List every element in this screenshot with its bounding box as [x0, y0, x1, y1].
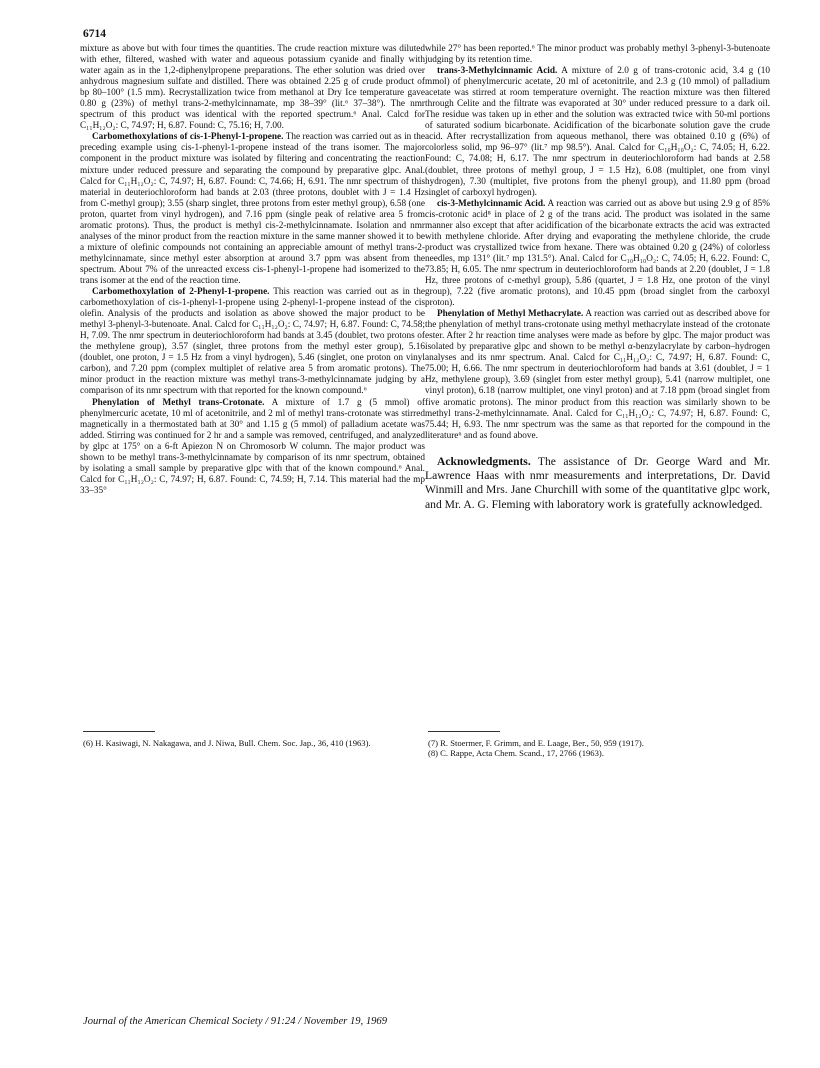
section-heading-cis-phenylpropene: Carbomethoxylations of cis-1-Phenyl-1-propene.: [92, 132, 284, 143]
section-heading-2-phenylpropene: Carbomethoxylation of 2-Phenyl-1-propene.: [92, 287, 270, 298]
journal-footer: Journal of the American Chemical Society / 91:24 / November 19, 1969: [83, 1016, 388, 1027]
paragraph-continued-reported: while 27° has been reported.⁶ The minor product was probably methyl 3-phenyl-3-butenoate judging by its retention time.: [425, 44, 770, 66]
section-heading-phenylation-crotonate: Phenylation of Methyl trans-Crotonate.: [92, 397, 265, 408]
paragraph-text: The reaction was carried out as in the preceding example using cis-1-phenyl-1-propene instead of the trans isomer. The major component in the product mixture was isolated by filtering and concentrating the reaction mixture under reduced pressure and separating the compound by preparative glpc. Anal. Calcd for C₁₁H₁₂O₂: C, 74.97; H, 6.87. Found: C, 74.66; H, 6.91. The nmr spectrum of this material in deuteriochloroform had bands at 2.03 (three protons, doublet with J = 1.4 Hz from C-methyl group); 3.55 (sharp singlet, three protons from ester methyl group), 6.58 (one proton, quartet from vinyl hydrogen), and 7.16 ppm (single peak of relative area 5 from aromatic protons). Thus, the product is methyl cis-2-methylcinnamate. Isolation and nmr analyses of the minor product from the reaction mixture in the same manner showed it to be a mixture of olefinic compounds not containing an appreciable amount of methyl trans-2-methylcinnamate, since methyl ester absorption at around 3.7 ppm was absent from the spectrum. About 7% of the unreacted excess cis-1-phenyl-1-propene had isomerized to the trans isomer at the end of the reaction time.: [80, 132, 425, 286]
left-column: [80, 44, 425, 497]
right-column: [425, 44, 770, 512]
footnote-7: (7) R. Stoermer, F. Grimm, and E. Laage, Ber., 50, 959 (1917).: [428, 738, 644, 748]
paragraph-cis-methylcinnamic-acid: [425, 199, 770, 309]
page-number: 6714: [83, 28, 106, 40]
section-heading-cis-methylcinnamic-acid: cis-3-Methylcinnamic Acid.: [437, 198, 546, 209]
paragraph-continued-mixture: mixture as above but with four times the quantities. The crude reaction mixture was diluted with ether, filtered, washed with water and aqueous potassium cyanide and finally with water again as in the 1,2-diphenylpropene preparations. The ether solution was dried over anhydrous magnesium sulfate and distilled. There was obtained 2.25 g of crude product of bp 80–100° (1.5 mm). Recrystallization twice from methanol at Dry Ice temperature gave 0.80 g (23%) of methyl trans-2-methylcinnamate, mp 38–39° (lit.⁶ 37–38°). The nmr spectrum of this product was identical with the reported spectrum.⁶ Anal. Calcd for C₁₁H₁₂O₂: C, 74.97; H, 6.87. Found: C, 75.16; H, 7.00.: [80, 44, 425, 132]
paragraph-cis-phenylpropene: [80, 132, 425, 287]
paragraph-text: A reaction was carried out as described above for the phenylation of methyl trans-crotonate using methyl methacrylate instead of the crotonate ester. After 2 hr reaction time analyses were made as before by glpc. The major product was isolated by preparative glpc and shown to be methyl α-benzylacrylate by carbon–hydrogen analyses and its nmr spectrum. Anal. Calcd for C₁₁H₁₂O₂: C, 74.97; H, 6.87. Found: C, 75.00; H, 6.66. The nmr spectrum in deuteriochloroform had bands at 3.61 (doublet, J = 1 Hz, methylene group), 3.69 (singlet from ester methyl group), 5.41 (narrow multiplet, one vinyl proton), 6.18 (narrow multiplet, one vinyl proton) and at 7.18 ppm (broad singlet from five aromatic protons). The minor product from this reaction was similarly shown to be methyl trans-2-methylcinnamate. Anal. Calcd for C₁₁H₁₂O₂: C, 74.97; H, 6.87. Found: C, 75.44; H, 6.93. The nmr spectrum was the same as that reported for the compound in the literature⁶ and as found above.: [425, 309, 770, 441]
footnote-6: (6) H. Kasiwagi, N. Nakagawa, and J. Niwa, Bull. Chem. Soc. Jap., 36, 410 (1963).: [83, 738, 371, 748]
paragraph-text: A mixture of 1.7 g (5 mmol) of phenylmercuric acetate, 10 ml of acetonitrile, and 2 ml of methyl trans-crotonate was stirred magnetically in a thermostated bath at 30° and 1.15 g (5 mmol) of palladium acetate was added. Stirring was continued for 2 hr and a sample was removed, centrifuged, and analyzed by glpc at 175° on a 6-ft Apiezon N on Chromosorb W column. The major product was shown to be methyl trans-3-methylcinnamate by comparison of its nmr spectrum, obtained by isolating a small sample by preparative glpc with that of the known compound.⁶ Anal. Calcd for C₁₁H₁₂O₂: C, 74.97; H, 6.87. Found: C, 74.59; H, 7.14. This material had the mp 33–35°: [80, 397, 425, 496]
section-heading-trans-methylcinnamic-acid: trans-3-Methylcinnamic Acid.: [437, 66, 558, 77]
footnote-rule-right: [428, 731, 500, 732]
paragraph-2-phenylpropene: [80, 287, 425, 397]
acknowledgments-paragraph: [425, 455, 770, 512]
footnote-8: (8) C. Rappe, Acta Chem. Scand., 17, 2766 (1963).: [428, 748, 604, 759]
section-heading-phenylation-methacrylate: Phenylation of Methyl Methacrylate.: [437, 309, 584, 320]
paragraph-phenylation-crotonate: [80, 398, 425, 497]
paragraph-trans-methylcinnamic-acid: [425, 66, 770, 199]
paragraph-text: This reaction was carried out as in the carbomethoxylation of cis-1-phenyl-1-propene using 2-phenyl-1-propene instead of the cis olefin. Analysis of the products and isolation as above showed the major product to be methyl 3-phenyl-3-butenoate. Anal. Calcd for C₁₁H₁₂O₂: C, 74.97; H, 6.87. Found: C, 74.58; H, 7.09. The nmr spectrum in deuteriochloroform had bands at 3.45 (doublet, two protons of the methylene group), 3.57 (singlet, three protons from the methyl ester group), 5.16 (doublet, one proton, J = 1.5 Hz from a vinyl hydrogen), 5.46 (singlet, one proton on vinyl carbon), and 7.20 ppm (complex multiplet of relative area 5 from aromatic protons). The minor product in the reaction mixture was methyl trans-3-methylcinnamate judging by a comparison of its nmr spectrum with that reported for the known compound.⁶: [80, 287, 425, 397]
footnotes-right: [428, 738, 773, 758]
acknowledgments-text: The assistance of Dr. George Ward and Mr. Lawrence Haas with nmr measurements and interpretations, Dr. David Winmill and Mrs. Jane Churchill with some of the quantitative glpc work, and Mr. A. G. Fleming with laboratory work is gratefully acknowledged.: [425, 454, 770, 511]
acknowledgments-heading: Acknowledgments.: [437, 454, 531, 468]
footnote-rule-left: [83, 731, 155, 732]
footnotes-left: [83, 738, 428, 748]
paragraph-text: A mixture of 2.0 g of trans-crotonic acid, 3.4 g (10 mmol) of phenylmercuric acetate, 20 ml of acetonitrile, and 2.3 g (10 mmol) of palladium acetate was stirred at room temperature overnight. The reaction mixture was then filtered through Celite and the filtrate was evaporated at 30° under reduced pressure to a dark oil. The residue was taken up in ether and the solution was extracted twice with 50-ml portions of saturated sodium bicarbonate. Acidification of the bicarbonate solution gave the crude acid. After recrystallization from aqueous methanol, there was obtained 0.10 g (6%) of colorless solid, mp 96–97° (lit.⁷ mp 98.5°). Anal. Calcd for C₁₀H₁₀O₂: C, 74.05; H, 6.22. Found: C, 74.08; H, 6.17. The nmr spectrum in deuteriochloroform had bands at 2.58 (doublet, three protons of methyl group, J = 1.5 Hz), 6.08 (multiplet, one from vinyl hydrogen), 7.30 (multiplet, five protons from the phenyl group), and 11.80 ppm (broad singlet of carboxyl hydrogen).: [425, 66, 770, 198]
paragraph-text: A reaction was carried out as above but using 2.9 g of 85% cis-crotonic acid⁸ in place of 2 g of the trans acid. The product was isolated in the same manner also except that after acidification of the bicarbonate extracts the acid was extracted with methylene chloride. After drying and evaporating the methylene chloride, the crude product was crystallized twice from hexane. There was obtained 0.20 g (24%) of colorless needles, mp 131° (lit.⁷ mp 131.5°). Anal. Calcd for C₁₀H₁₀O₂: C, 74.05; H, 6.22. Found: C, 73.85; H, 6.05. The nmr spectrum in deuteriochloroform had bands at 2.20 (doublet, J = 1.8 Hz, three protons of c-methyl group), 5.86 (quartet, J = 1.8 Hz, one proton of the vinyl group), 7.22 (five aromatic protons), and 10.45 ppm (broad singlet from the carboxyl proton).: [425, 198, 770, 309]
paragraph-phenylation-methacrylate: [425, 309, 770, 442]
